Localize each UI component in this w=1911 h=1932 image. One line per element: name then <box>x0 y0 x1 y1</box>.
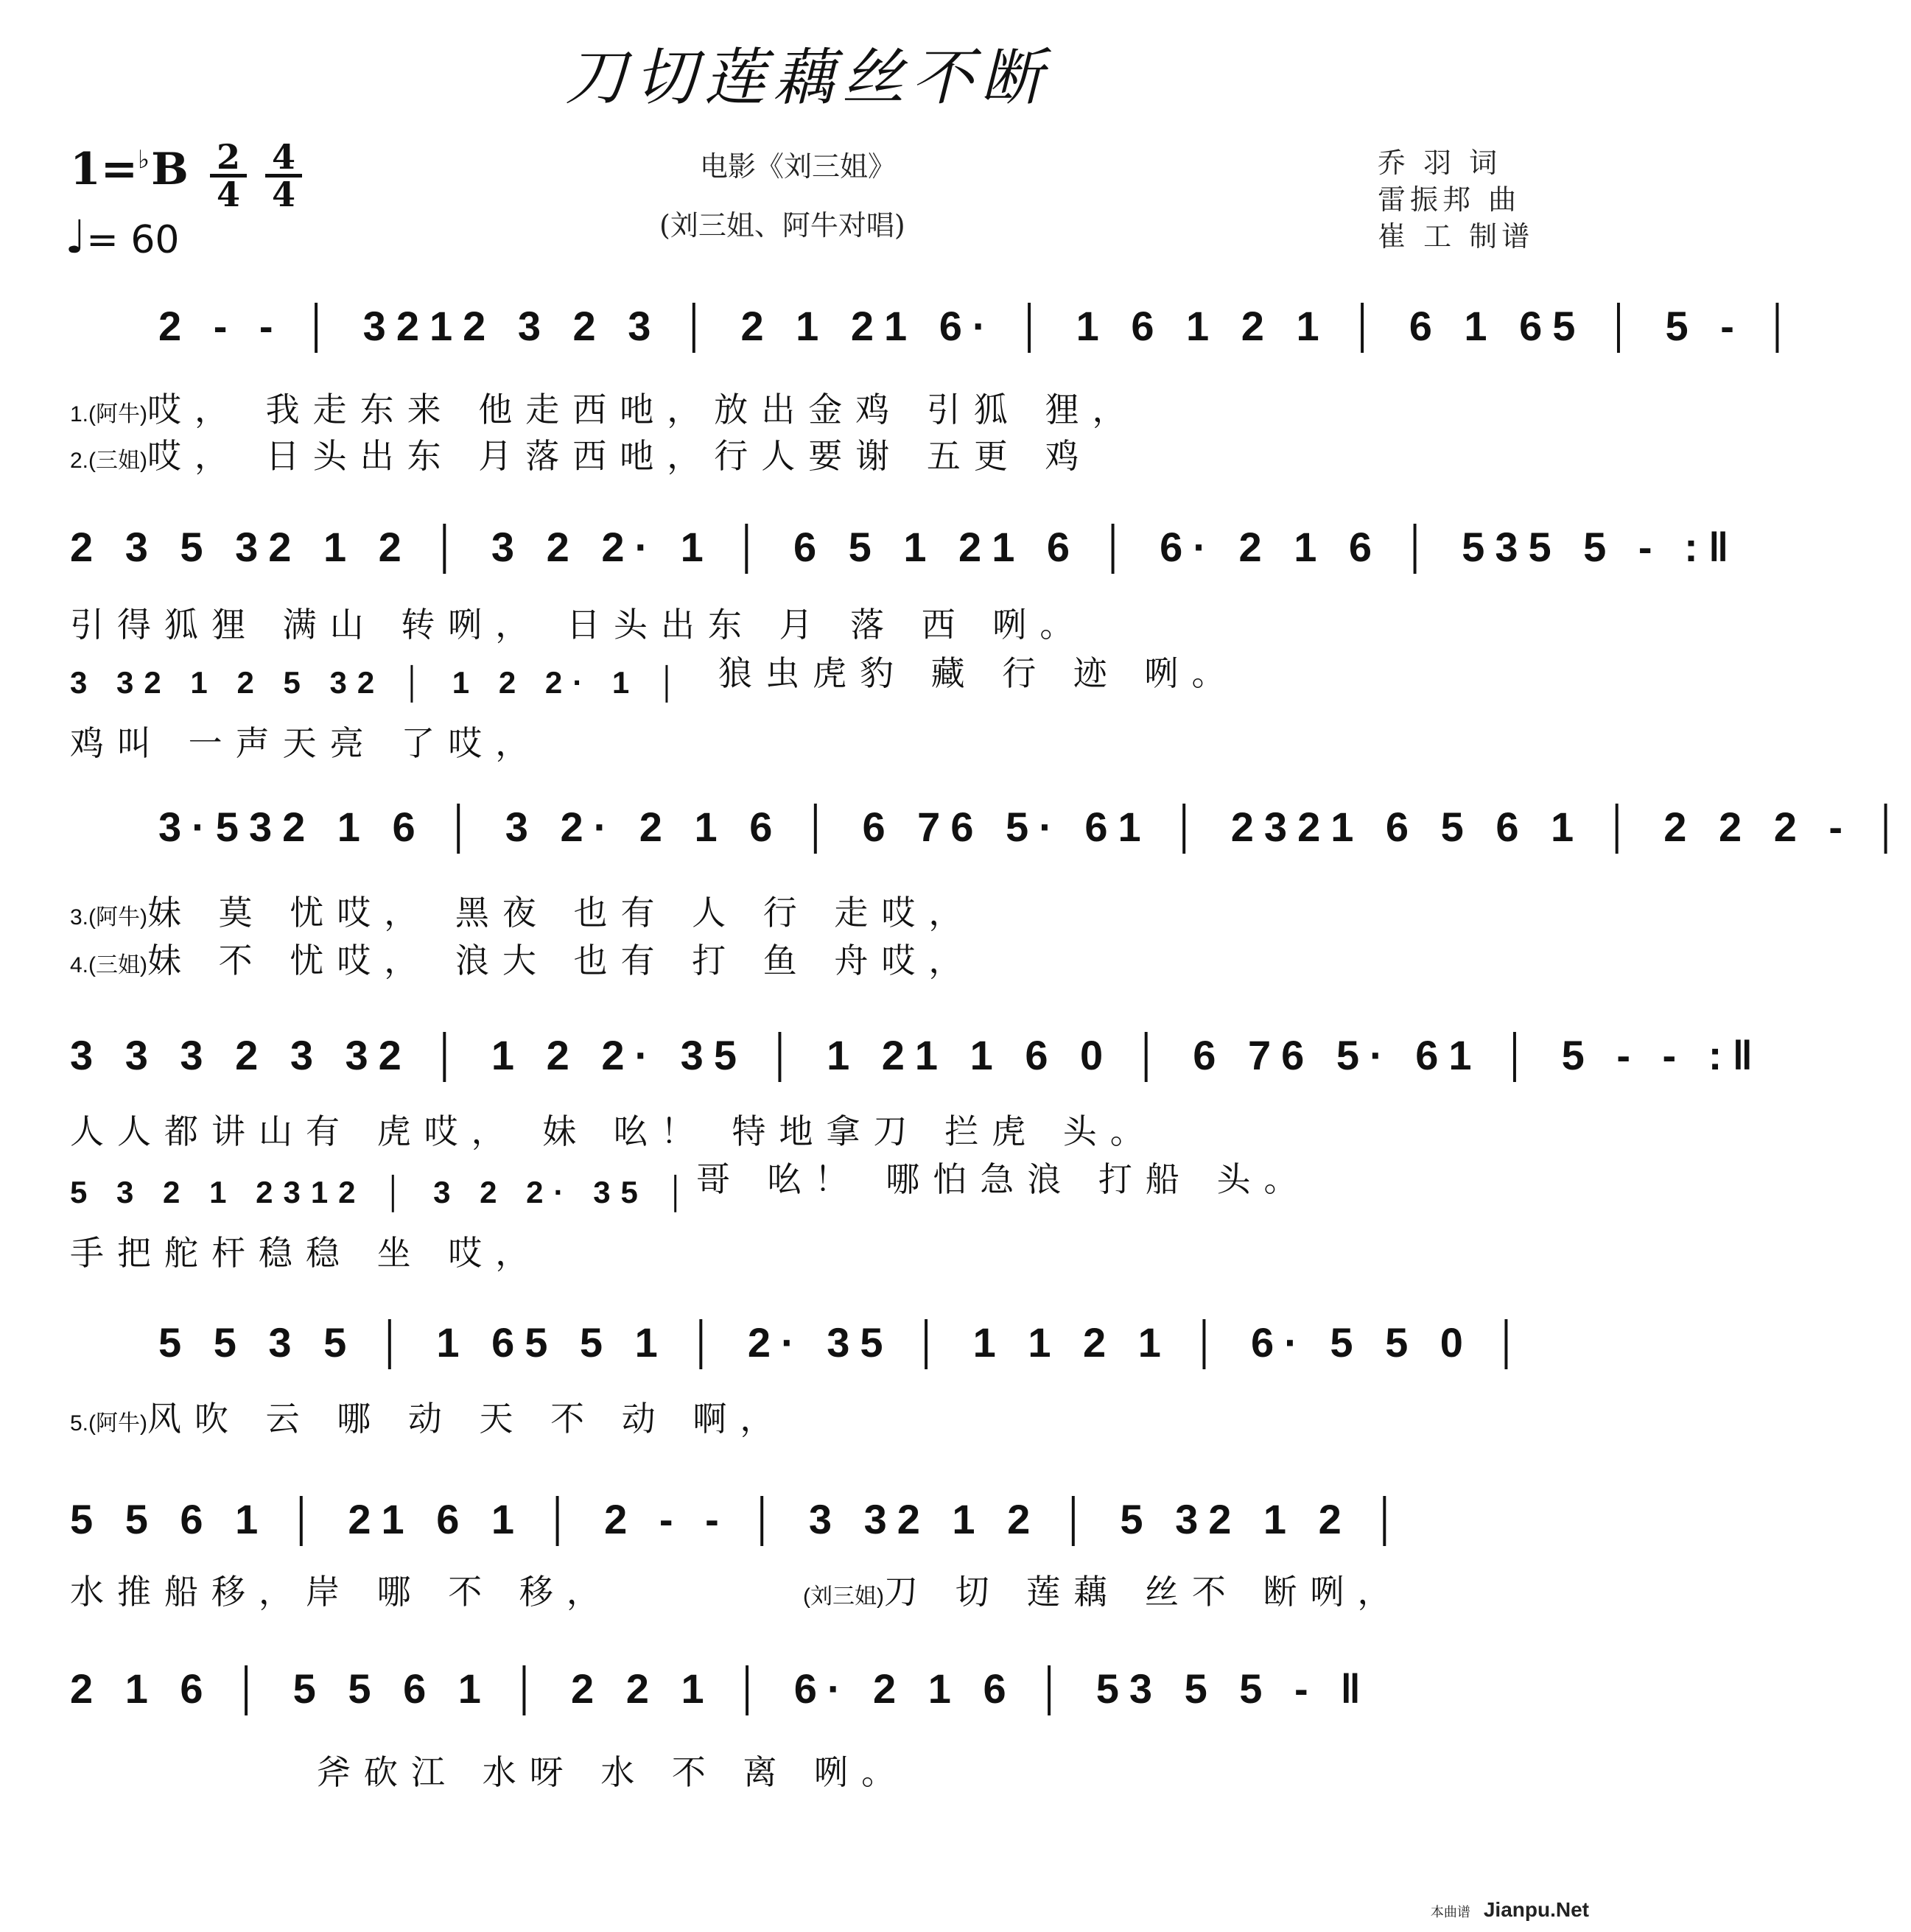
key-note: B <box>151 144 189 195</box>
tempo-mark <box>65 210 180 264</box>
lyric-text: 哎， 我走东来 他走西吔，放出金鸡 引狐 狸， <box>147 390 1140 429</box>
lyric-text: 妹 不 忧哎， 浪大 也有 打 鱼 舟哎， <box>147 941 976 980</box>
singer-label: 1.(阿牛) <box>70 402 147 426</box>
lyric-line <box>70 1105 1157 1153</box>
notation-line-4: 3 3 3 2 3 32 │ 1 2 2· 35 │ 1 21 1 6 0 │ 6 76 5· 61 │ 5 - - :‖ <box>70 1032 1764 1078</box>
lyric-line <box>70 429 1093 478</box>
lyric-alt: 鸡叫 一声天亮 了哎， <box>70 723 543 763</box>
singer-label: 4.(三姐) <box>70 953 147 977</box>
lyric-line <box>70 934 975 983</box>
tempo-value: = 60 <box>86 218 180 262</box>
key-prefix: 1= <box>70 144 138 195</box>
lyric-line <box>317 1746 908 1794</box>
flat-sign: ♭ <box>138 145 150 175</box>
lyric-alt-right: 狼虫虎豹 藏 行 迹 咧。 <box>718 653 1239 693</box>
meter-bottom: 4 <box>216 175 240 214</box>
performers: (刘三姐、阿牛对唱) <box>659 209 905 242</box>
notation-line-3: 3·532 1 6 │ 3 2· 2 1 6 │ 6 76 5· 61 │ 2321 6 5 6 1 │ 2 2 2 - │ <box>158 804 1911 850</box>
watermark-brand: Jianpu.Net <box>1483 1898 1589 1921</box>
lyric-line <box>70 1565 614 1614</box>
meter-top: 4 <box>265 140 302 178</box>
singer-label: (刘三姐) <box>803 1584 884 1609</box>
lyric-text: 斧砍江 水呀 水 不 离 咧。 <box>317 1752 909 1792</box>
time-signature-2-4 <box>210 137 247 214</box>
lyric-line <box>70 383 1140 432</box>
lyric-text: 引得狐狸 满山 转咧， 日头出东 月 落 西 咧。 <box>70 605 1087 644</box>
notation-line-7: 2 1 6 │ 5 5 6 1 │ 2 2 1 │ 6· 2 1 6 │ 53 5 5 - ‖ <box>70 1665 1372 1712</box>
lyric-text: 风吹 云 哪 动 天 不 动 啊， <box>147 1399 788 1439</box>
notation-line-2: 2 3 5 32 1 2 │ 3 2 2· 1 │ 6 5 1 21 6 │ 6· 2 1 6 │ 535 5 - :‖ <box>70 524 1739 570</box>
watermark <box>1431 1898 1589 1922</box>
lyric-alt: 手把舵杆稳稳 坐 哎， <box>70 1233 543 1273</box>
notation-alt-4: 5 3 2 1 2312 │ 3 2 2· 35 │ <box>70 1175 697 1209</box>
credit-transcriber: 崔 工 制谱 <box>1378 220 1535 253</box>
lyric-line <box>70 1392 787 1441</box>
time-signature-4-4 <box>265 137 302 214</box>
meter-top: 2 <box>210 140 247 178</box>
watermark-small: 本曲谱 <box>1430 1905 1470 1919</box>
key-signature <box>70 144 189 195</box>
lyric-line <box>70 598 1087 647</box>
song-title: 刀切莲藕丝不断 <box>564 41 1050 113</box>
credit-composer: 雷振邦 曲 <box>1378 183 1521 216</box>
lyric-text: 刀 切 莲藕 丝不 断咧， <box>883 1572 1405 1612</box>
lyric-text: 水推船移，岸 哪 不 移， <box>70 1572 614 1612</box>
lyric-line <box>70 886 975 935</box>
lyric-text: 哎， 日头出东 月落西吔，行人要谢 五更 鸡 <box>147 436 1093 476</box>
lyric-line <box>803 1565 1404 1614</box>
lyric-text: 人人都讲山有 虎哎， 妹 吆！ 特地拿刀 拦虎 头。 <box>70 1111 1157 1151</box>
singer-label: 5.(阿牛) <box>70 1411 147 1436</box>
credit-lyricist: 乔 羽 词 <box>1378 147 1502 179</box>
singer-label: 2.(三姐) <box>70 449 147 473</box>
notation-line-1: 2 - - │ 3212 3 2 3 │ 2 1 21 6· │ 1 6 1 2 1 │ 6 1 65 │ 5 - │ <box>158 303 1803 349</box>
singer-label: 3.(阿牛) <box>70 905 147 930</box>
meter-bottom: 4 <box>271 175 295 214</box>
notation-alt-2: 3 32 1 2 5 32 │ 1 2 2· 1 │ <box>70 665 689 700</box>
lyric-alt-right: 哥 吆！ 哪怕急浪 打船 头。 <box>696 1159 1311 1199</box>
source-film: 电影《刘三姐》 <box>700 150 897 183</box>
notation-line-5: 5 5 3 5 │ 1 65 5 1 │ 2· 35 │ 1 1 2 1 │ 6· 5 5 0 │ <box>158 1319 1532 1366</box>
quarter-note-icon: ♩ <box>65 210 87 264</box>
notation-line-6: 5 5 6 1 │ 21 6 1 │ 2 - - │ 3 32 1 2 │ 5 32 1 2 │ <box>70 1496 1410 1542</box>
lyric-text: 妹 莫 忧哎， 黑夜 也有 人 行 走哎， <box>147 893 976 932</box>
